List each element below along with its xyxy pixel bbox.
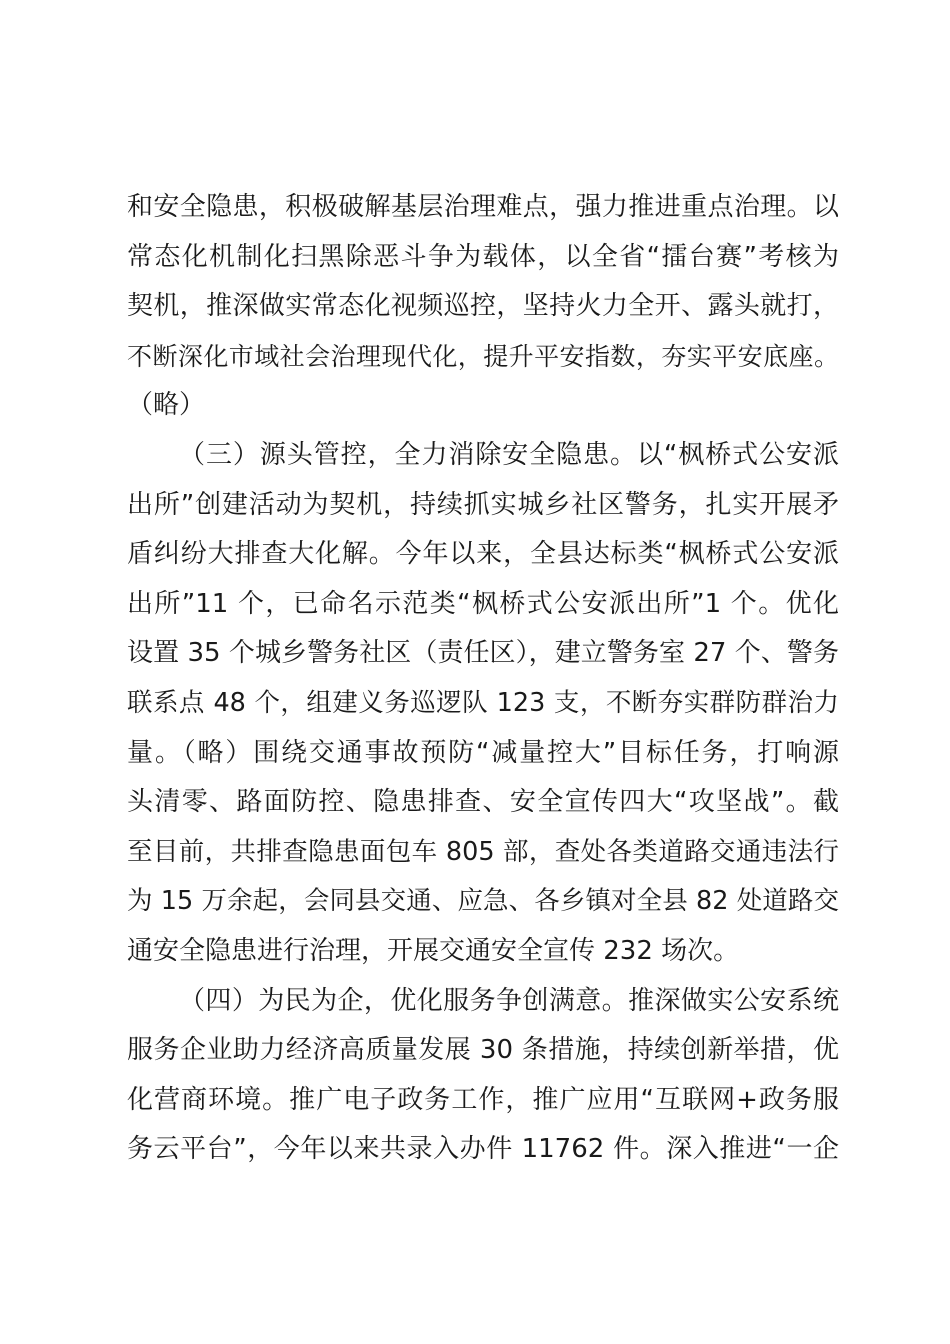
text-line: 常态化机制化扫黑除恶斗争为载体，以全省“擂台赛”考核为 — [127, 241, 839, 272]
text-line: 头清零、路面防控、隐患排查、安全宣传四大“攻坚战”。截 — [127, 787, 839, 818]
text-line: 出所”创建活动为契机，持续抓实城乡社区警务，扎实开展矛 — [127, 489, 839, 520]
text-line: 契机，推深做实常态化视频巡控，坚持火力全开、露头就打， — [127, 291, 839, 322]
text-line: 至目前，共排查隐患面包车 805 部，查处各类道路交通违法行 — [127, 836, 839, 867]
section-heading-line: （三）源头管控，全力消除安全隐患。以“枫桥式公安派 — [179, 439, 839, 470]
text-line: 设置 35 个城乡警务社区（责任区），建立警务室 27 个、警务 — [127, 638, 839, 669]
text-line: 和安全隐患，积极破解基层治理难点，强力推进重点治理。以 — [127, 192, 839, 222]
document-body — [127, 183, 839, 1175]
text-line: 务云平台”，今年以来共录入办件 11762 件。深入推进“一企 — [127, 1134, 839, 1165]
text-line: 盾纠纷大排查大化解。今年以来，全县达标类“枫桥式公安派 — [127, 539, 839, 570]
text-line: （略） — [127, 390, 206, 421]
text-line: 化营商环境。推广电子政务工作，推广应用“互联网+政务服 — [127, 1084, 839, 1115]
text-line: 量。（略）围绕交通事故预防“减量控大”目标任务，打响源 — [127, 737, 839, 768]
text-line: 通安全隐患进行治理，开展交通安全宣传 232 场次。 — [127, 935, 740, 966]
text-line: 联系点 48 个，组建义务巡逻队 123 支，不断夯实群防群治力 — [127, 687, 839, 718]
text-line: 为 15 万余起，会同县交通、应急、各乡镇对全县 82 处道路交 — [127, 886, 839, 917]
text-line: 不断深化市域社会治理现代化，提升平安指数，夯实平安底座。 — [127, 341, 839, 371]
section-heading-line: （四）为民为企，优化服务争创满意。推深做实公安系统 — [179, 985, 839, 1016]
text-line: 服务企业助力经济高质量发展 30 条措施，持续创新举措，优 — [127, 1035, 839, 1066]
text-line: 出所”11 个，已命名示范类“枫桥式公安派出所”1 个。优化 — [127, 588, 839, 619]
